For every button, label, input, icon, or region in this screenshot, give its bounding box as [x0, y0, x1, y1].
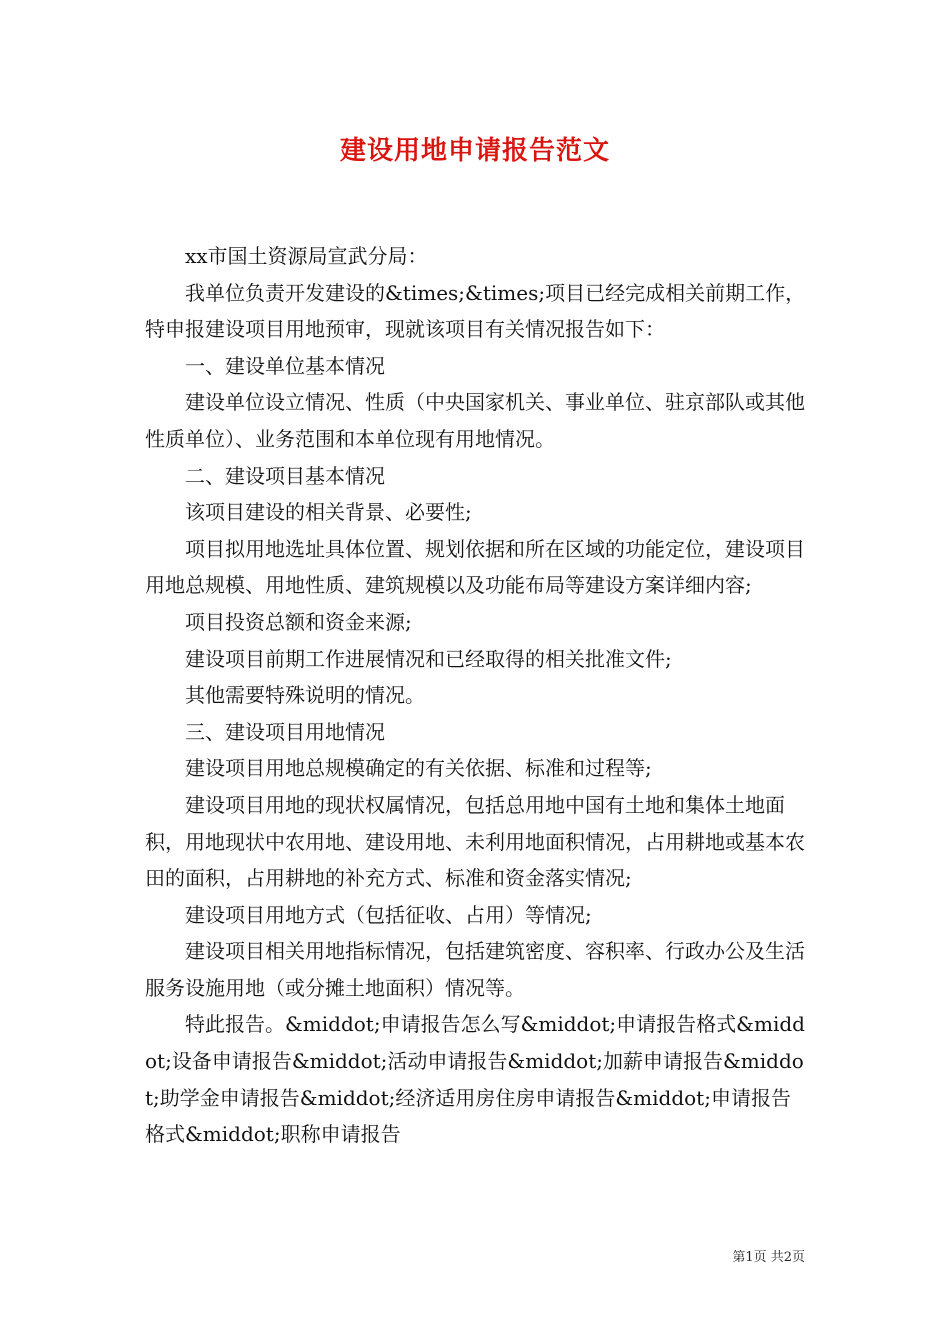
paragraph: 建设项目用地的现状权属情况，包括总用地中国有土地和集体土地面积，用地现状中农用地、建设用地、未利用地面积情况，占用耕地或基本农田的面积，占用耕地的补充方式、标准和资金落实情况;: [145, 792, 805, 891]
section-heading: 二、建设项目基本情况: [185, 463, 385, 488]
paragraph: 项目拟用地选址具体位置、规划依据和所在区域的功能定位，建设项目用地总规模、用地性质、建筑规模以及功能布局等建设方案详细内容;: [145, 536, 805, 598]
paragraph: 该项目建设的相关背景、必要性;: [185, 500, 472, 525]
section-heading: 一、建设单位基本情况: [185, 353, 385, 378]
page-footer: 第1页 共2页: [732, 1250, 805, 1265]
paragraph: 我单位负责开发建设的&times;&times;项目已经完成相关前期工作，特申报建设项目用地预审，现就该项目有关情况报告如下：: [145, 280, 806, 342]
paragraph: 项目投资总额和资金来源;: [185, 609, 412, 634]
paragraph: 建设项目用地总规模确定的有关依据、标准和过程等;: [185, 756, 652, 781]
document-title: 建设用地申请报告范文: [339, 136, 610, 166]
paragraph: 建设单位设立情况、性质（中央国家机关、事业单位、驻京部队或其他性质单位）、业务范围和本单位现有用地情况。: [145, 390, 805, 451]
paragraph: 其他需要特殊说明的情况。: [185, 683, 425, 708]
paragraph: 建设项目用地方式（包括征收、占用）等情况;: [185, 902, 592, 927]
closing-paragraph: 特此报告。&middot;申请报告怎么写&middot;申请报告格式&middot;设备申请报告&middot;活动申请报告&middot;加薪申请报告&middot;助学金申请报告&middot;经济适用房住房申请报告&middot;申请报告格式&middot;职称申请报告: [145, 1012, 805, 1147]
salutation: xx市国土资源局宣武分局：: [185, 244, 428, 268]
section-heading: 三、建设项目用地情况: [185, 719, 385, 744]
paragraph: 建设项目相关用地指标情况，包括建筑密度、容积率、行政办公及生活服务设施用地（或分摊土地面积）情况等。: [145, 939, 805, 1000]
document-body: [145, 238, 807, 1153]
paragraph: 建设项目前期工作进展情况和已经取得的相关批准文件;: [185, 646, 672, 671]
